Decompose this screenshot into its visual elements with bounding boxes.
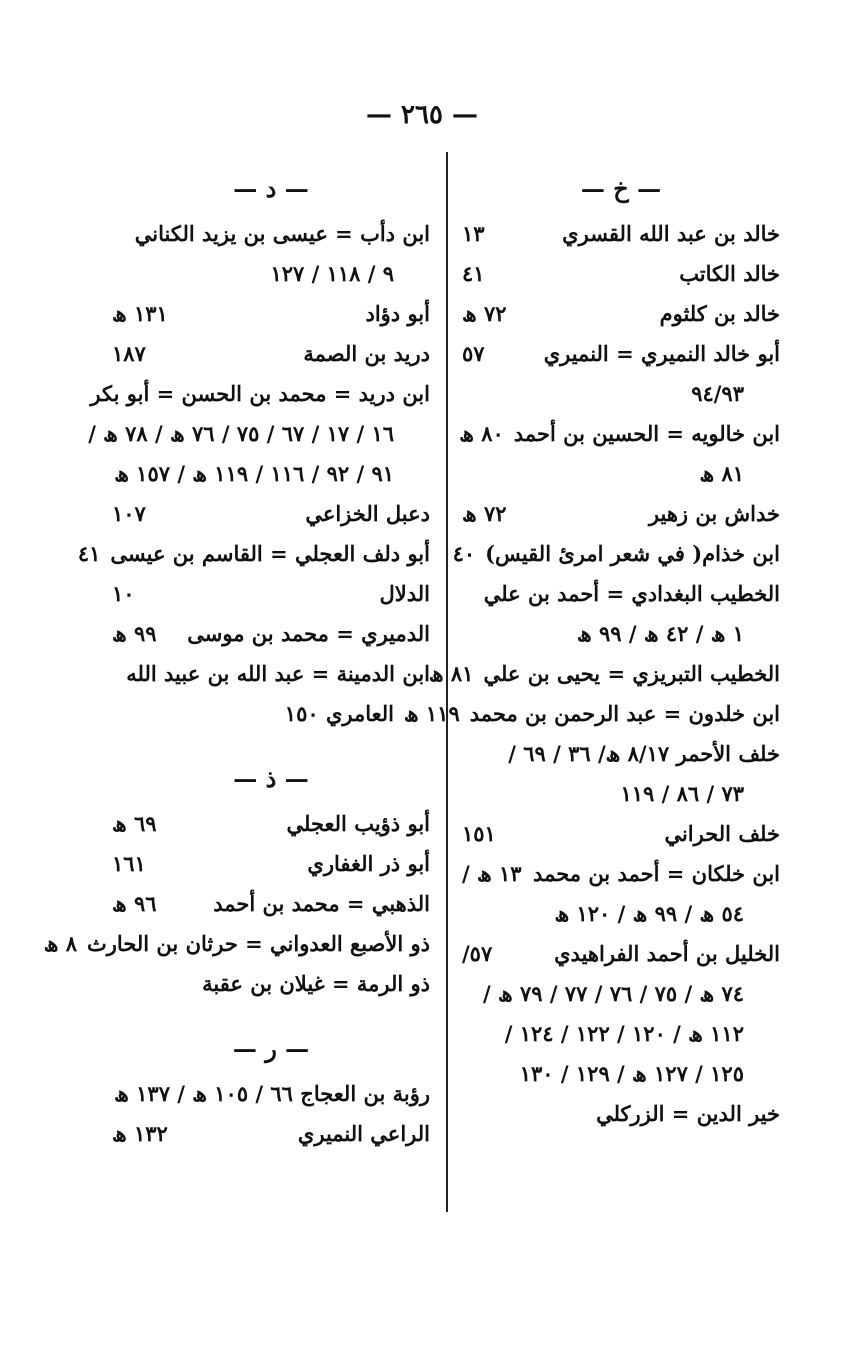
index-entry — [462, 814, 780, 854]
entry-name: دريد بن الصمة — [303, 341, 430, 366]
entry-name: أبو دؤاد — [365, 301, 430, 326]
index-entry — [112, 214, 430, 254]
entry-page-ref: ٥٧/ — [462, 941, 493, 966]
index-entry-continuation: ٩٤/٩٣ — [691, 381, 744, 406]
index-entry-continuation: ٥٤ ھ / ٩٩ ھ / ١٢٠ ھ — [554, 901, 744, 926]
index-entry — [112, 574, 430, 614]
entry-page-ref: ٦٩ ھ — [112, 811, 157, 836]
index-entry — [112, 884, 430, 924]
entry-name: أبو خالد النميري = النميري — [543, 341, 780, 366]
entry-name: ابن الدمينة = عبد الله بن عبيد الله — [126, 661, 430, 686]
index-entry-continuation: ٧٤ ھ / ٧٥ / ٧٦ / ٧٧ / ٧٩ ھ / — [483, 981, 744, 1006]
index-entry-continuation: ٩ / ١١٨ / ١٢٧ — [270, 261, 394, 286]
entry-page-ref: ١٣ ھ / — [462, 861, 522, 886]
entry-name: ذو الرمة = غيلان بن عقبة — [202, 971, 430, 996]
entry-name: ابن خالويه = الحسين بن أحمد — [513, 421, 780, 446]
entry-page-ref: ١٠ — [112, 581, 135, 606]
entry-name: ابن خذام( في شعر امرئ القيس) — [485, 541, 780, 566]
entry-page-ref: ١٣١ ھ — [112, 301, 168, 326]
entry-page-ref: ١٣٢ ھ — [112, 1121, 168, 1146]
section-spacer — [112, 734, 430, 750]
entry-name: الراعي النميري — [297, 1121, 430, 1146]
entry-page-ref: ١٥١ — [462, 821, 496, 846]
entry-page-ref: ٩٦ ھ — [112, 891, 157, 916]
entry-name: الخطيب البغدادي = أحمد بن علي — [483, 581, 780, 606]
entry-name: الخطيب التبريزي = يحيى بن علي — [483, 661, 780, 686]
index-entry — [462, 254, 780, 294]
index-entry-continuation: ١٦ / ١٧ / ٦٧ / ٧٥ / ٧٦ ھ / ٧٨ ھ / — [88, 421, 394, 446]
index-entry — [462, 854, 780, 894]
entry-name: الخليل بن أحمد الفراهيدي — [554, 941, 780, 966]
index-entry-continuation: ١ ھ / ٤٢ ھ / ٩٩ ھ — [577, 621, 744, 646]
index-entry — [90, 374, 430, 414]
page-number: — ٢٦٥ — — [365, 100, 479, 130]
index-entry — [459, 414, 780, 454]
entry-page-ref: ٥٧ — [462, 341, 485, 366]
section-heading: — ر — — [232, 1034, 310, 1063]
index-entry — [112, 844, 430, 884]
index-entry — [462, 574, 780, 614]
entry-name: الذهبي = محمد بن أحمد — [213, 891, 430, 916]
entry-name: ابن دأب = عيسى بن يزيد الكناني — [134, 221, 430, 246]
entry-page-ref: ١٦١ — [112, 851, 146, 876]
section-heading: — د — — [233, 174, 309, 203]
section-heading: — ذ — — [233, 764, 309, 793]
index-entry — [77, 534, 430, 574]
entry-name: خالد الكاتب — [679, 261, 780, 286]
entry-name: خداش بن زهير — [648, 501, 780, 526]
index-entry — [112, 654, 430, 694]
index-entry — [112, 294, 430, 334]
index-entry-continuation: ٩١ / ٩٢ / ١١٦ / ١١٩ ھ / ١٥٧ ھ — [114, 461, 394, 486]
entry-page-ref: ٧٢ ھ — [462, 501, 507, 526]
entry-name: رؤبة بن العجاج ٦٦ / ١٠٥ ھ / ١٣٧ ھ — [114, 1081, 430, 1106]
index-entry — [43, 924, 430, 964]
index-entry — [462, 734, 780, 774]
index-entry-continuation: ١١٢ ھ / ١٢٠ / ١٢٢ / ١٢٤ / — [504, 1021, 744, 1046]
left-column — [43, 160, 430, 1154]
entry-name: ابن دريد = محمد بن الحسن = أبو بكر — [90, 381, 430, 406]
index-entry — [428, 654, 780, 694]
entry-name: الدميري = محمد بن موسى — [187, 621, 430, 646]
index-entry — [462, 494, 780, 534]
index-entry-continuation: ٨١ ھ — [699, 461, 744, 486]
entry-name: خالد بن عبد الله القسري — [562, 221, 780, 246]
index-entry — [462, 934, 780, 974]
entry-name: خلف الأحمر ٨/١٧ ھ/ ٣٦ / ٦٩ / — [508, 741, 780, 766]
index-entry-continuation: ١٢٥ / ١٢٧ ھ / ١٢٩ / ١٣٠ — [519, 1061, 744, 1086]
index-entry — [112, 964, 430, 1004]
index-entry-continuation: العامري ١٥٠ — [284, 701, 394, 726]
entry-page-ref: ٧٢ ھ — [462, 301, 507, 326]
entry-name: الدلال — [379, 581, 430, 606]
index-entry-continuation: ٧٣ / ٨٦ / ١١٩ — [620, 781, 744, 806]
entry-page-ref: ١١٩ ھ — [403, 701, 460, 726]
entry-page-ref: ٤١ — [77, 541, 101, 566]
entry-name: أبو ذر الغفاري — [307, 851, 430, 876]
entry-page-ref: ١٣ — [462, 221, 485, 246]
entry-name: أبو ذؤيب العجلي — [286, 811, 430, 836]
index-entry — [112, 334, 430, 374]
entry-name: خالد بن كلثوم — [659, 301, 780, 326]
index-entry — [112, 804, 430, 844]
section-spacer — [112, 1004, 430, 1020]
entry-page-ref: ٨ ھ — [43, 931, 78, 956]
entry-name: خلف الحراني — [664, 821, 780, 846]
entry-name: ابن خلكان = أحمد بن محمد — [533, 861, 780, 886]
index-entry — [462, 214, 780, 254]
entry-page-ref: ٤١ — [462, 261, 485, 286]
entry-page-ref: ٩٩ ھ — [112, 621, 157, 646]
entry-page-ref: ٨٠ ھ — [459, 421, 504, 446]
index-entry — [403, 694, 780, 734]
index-entry — [462, 334, 780, 374]
entry-page-ref: ١٨٧ — [112, 341, 146, 366]
entry-name: أبو دلف العجلي = القاسم بن عيسى — [110, 541, 430, 566]
section-heading: — خ — — [580, 174, 662, 203]
entry-name: ابن خلدون = عبد الرحمن بن محمد — [469, 701, 780, 726]
entry-name: خير الدين = الزركلي — [596, 1101, 780, 1126]
entry-name: دعبل الخزاعي — [305, 501, 430, 526]
entry-page-ref: ٨١ ھ — [428, 661, 474, 686]
index-entry — [112, 494, 430, 534]
entry-name: ذو الأصبع العدواني = حرثان بن الحارث — [87, 931, 430, 956]
index-entry — [112, 1114, 430, 1154]
entry-page-ref: ١٠٧ — [112, 501, 146, 526]
index-entry — [112, 1074, 430, 1114]
index-entry — [462, 294, 780, 334]
index-entry — [462, 1094, 780, 1134]
entry-page-ref: ٤٠ — [452, 541, 476, 566]
index-entry — [112, 614, 430, 654]
index-entry — [452, 534, 780, 574]
